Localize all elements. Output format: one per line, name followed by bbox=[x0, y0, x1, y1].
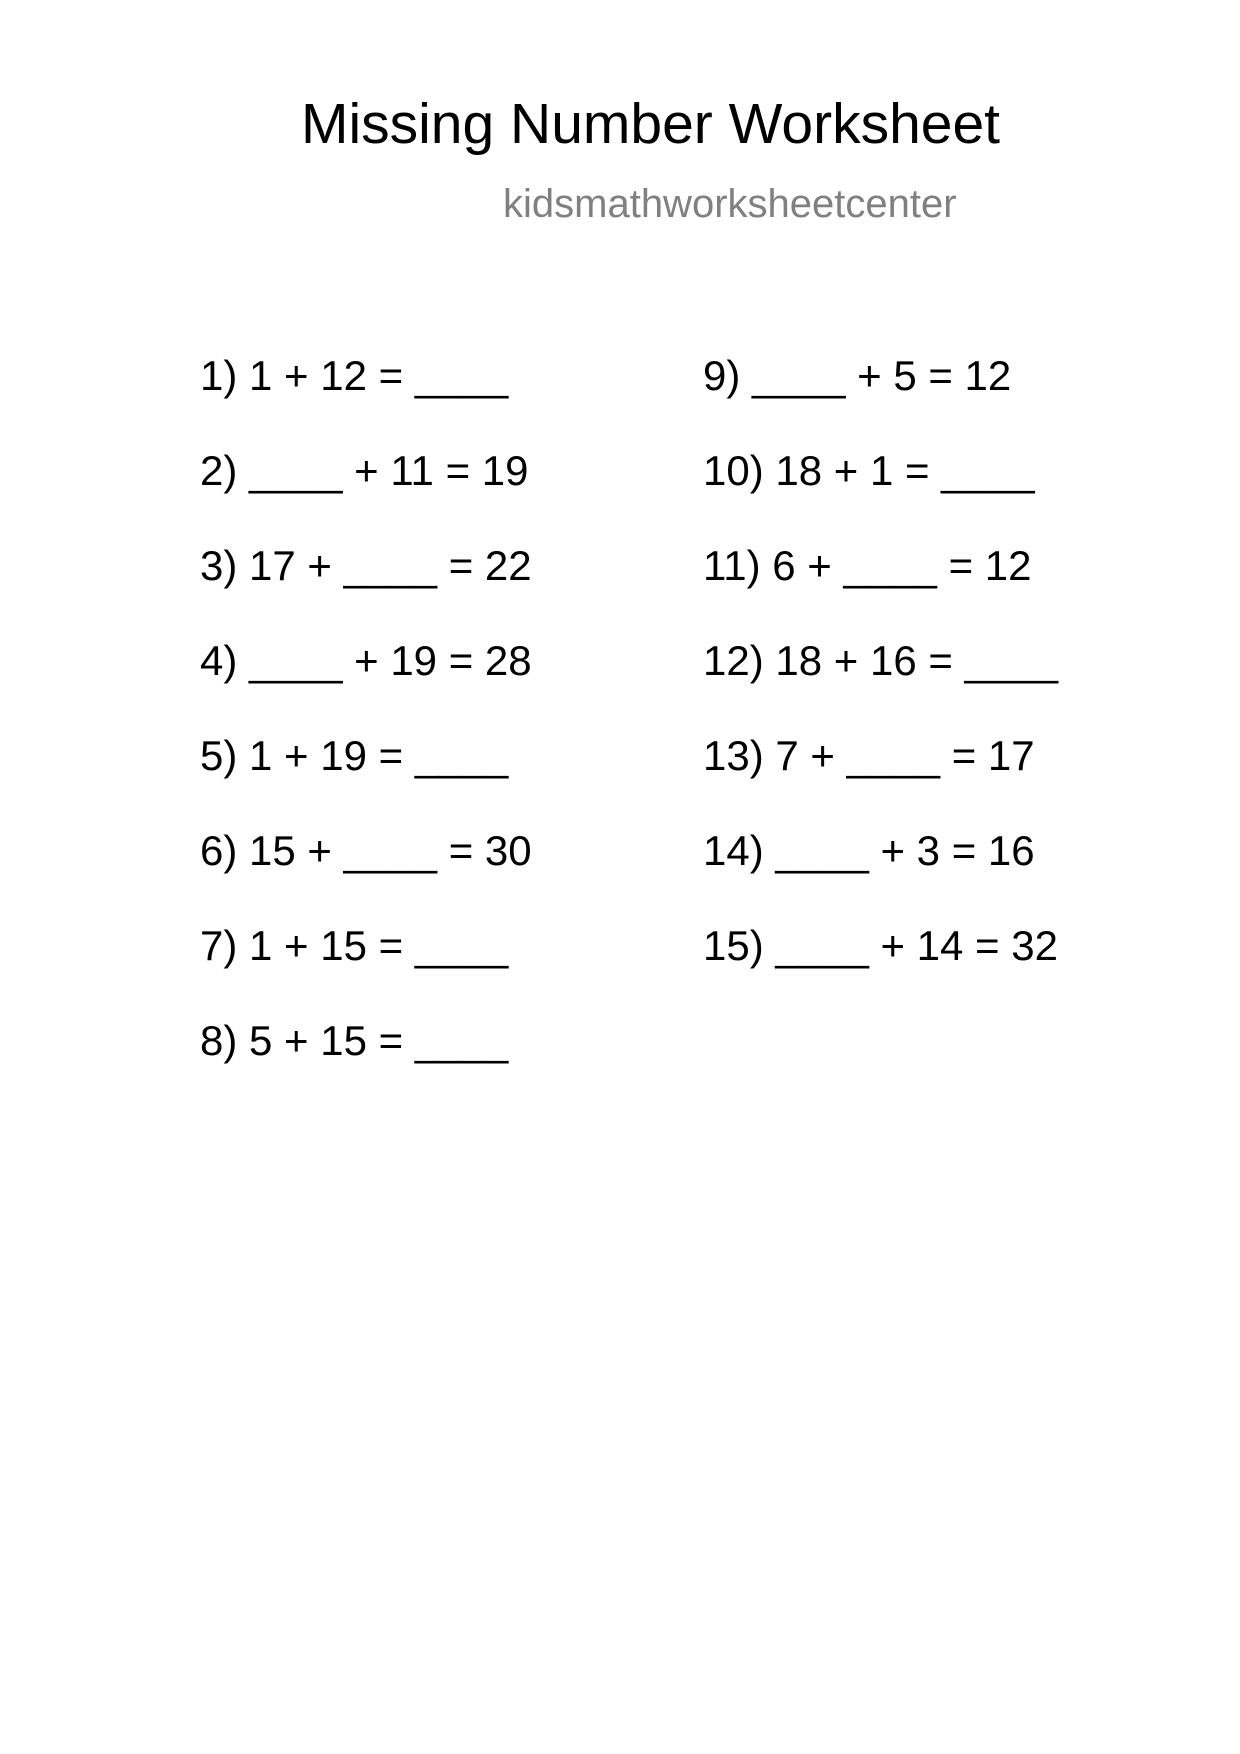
problem-8: 8) 5 + 15 = ____ bbox=[200, 1017, 509, 1064]
problem-15: 15) ____ + 14 = 32 bbox=[703, 922, 1058, 969]
problem-3: 3) 17 + ____ = 22 bbox=[200, 542, 532, 589]
problem-7: 7) 1 + 15 = ____ bbox=[200, 922, 509, 969]
worksheet-title: Missing Number Worksheet bbox=[301, 92, 1001, 156]
worksheet-source: kidsmathworksheetcenter bbox=[503, 182, 957, 226]
problem-5: 5) 1 + 19 = ____ bbox=[200, 732, 509, 779]
problem-11: 11) 6 + ____ = 12 bbox=[703, 542, 1032, 589]
problem-13: 13) 7 + ____ = 17 bbox=[703, 732, 1035, 779]
problem-9: 9) ____ + 5 = 12 bbox=[703, 352, 1012, 399]
problem-10: 10) 18 + 1 = ____ bbox=[703, 447, 1035, 494]
problem-4: 4) ____ + 19 = 28 bbox=[200, 637, 532, 684]
problem-1: 1) 1 + 12 = ____ bbox=[200, 352, 509, 399]
problems-left-column bbox=[200, 350, 532, 1110]
problems-right-column bbox=[703, 350, 1058, 1015]
problem-12: 12) 18 + 16 = ____ bbox=[703, 637, 1058, 684]
problem-6: 6) 15 + ____ = 30 bbox=[200, 827, 532, 874]
problem-2: 2) ____ + 11 = 19 bbox=[200, 447, 529, 494]
problem-14: 14) ____ + 3 = 16 bbox=[703, 827, 1035, 874]
